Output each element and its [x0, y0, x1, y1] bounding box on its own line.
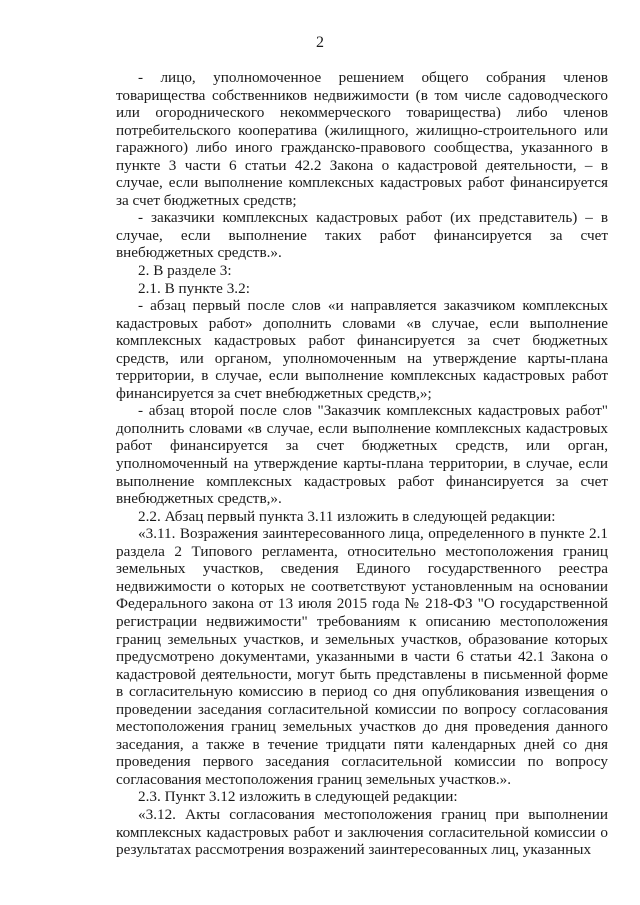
paragraph-3-11: «3.11. Возражения заинтересованного лица, определенного в пункте 2.1 раздела 2 Типового регламента, относительно местоположения границ земельных участков, сведения Единого государственного реестра недвижимости о которых не соответствуют установленным на основании Федерального закона от 13 июля 2015 года № 218-ФЗ "О государственной регистрации недвижимости" требованиям к описанию местоположения границ земельных участков, и земельных участков, образование которых предусмотрено документами, указанными в части 6 статьи 42.1 Закона о кадастровой деятельности, могут быть представлены в письменной форме в согласительную комиссию в период со дня опубликования извещения о проведении заседания согласительной комиссии по вопросу согласования местоположения границ земельных участков до дня проведения данного заседания, а также в течение тридцати пяти календарных дней со дня проведения первого заседания согласительной комиссии по вопросу согласования местоположения границ земельных участков.». [116, 525, 608, 788]
paragraph-section-3: 2. В разделе 3: [138, 262, 232, 280]
document-body [116, 69, 608, 859]
page-number: 2 [316, 34, 324, 51]
paragraph-item-2-3: 2.3. Пункт 3.12 изложить в следующей редакции: [138, 788, 458, 806]
paragraph-first-abzac: - абзац первый после слов «и направляется заказчиком комплексных кадастровых работ» дополнить словами «в случае, если выполнение комплексных кадастровых работ финансируется за счет бюджетных средств, или органом, уполномоченным на утверждение карты-плана территории, в случае, если выполнение комплексных кадастровых работ финансируется за счет внебюджетных средств,»; [116, 297, 608, 402]
paragraph-item-2-1: 2.1. В пункте 3.2: [138, 279, 250, 297]
paragraph-second-abzac: - абзац второй после слов "Заказчик комплексных кадастровых работ" дополнить словами «в случае, если выполнение комплексных кадастровых работ финансируется за счет бюджетных средств, или орган, уполномоченный на утверждение карты-плана территории, в случае, если выполнение комплексных кадастровых работ финансируется за счет внебюджетных средств,». [116, 402, 608, 508]
paragraph-item-2-2: 2.2. Абзац первый пункта 3.11 изложить в следующей редакции: [138, 507, 556, 525]
paragraph-customers: - заказчики комплексных кадастровых работ (их представитель) – в случае, если выполнение таких работ финансируется за счет внебюджетных средств.». [116, 209, 608, 262]
paragraph-authorized-person: - лицо, уполномоченное решением общего собрания членов товарищества собственников недвижимости (в том числе садоводческого или огороднического некоммерческого товарищества) либо членов потребительского кооператива (жилищного, жилищно-строительного или гаражного) либо иного гражданско-правового сообщества, указанного в пункте 3 части 6 статьи 42.2 Закона о кадастровой деятельности, – в случае, если выполнение комплексных кадастровых работ финансируется за счет бюджетных средств; [116, 69, 608, 209]
paragraph-3-12: «3.12. Акты согласования местоположения границ при выполнении комплексных кадастровых работ и заключения согласительной комиссии о результатах рассмотрения возражений заинтересованных лиц, указанных [116, 805, 608, 859]
